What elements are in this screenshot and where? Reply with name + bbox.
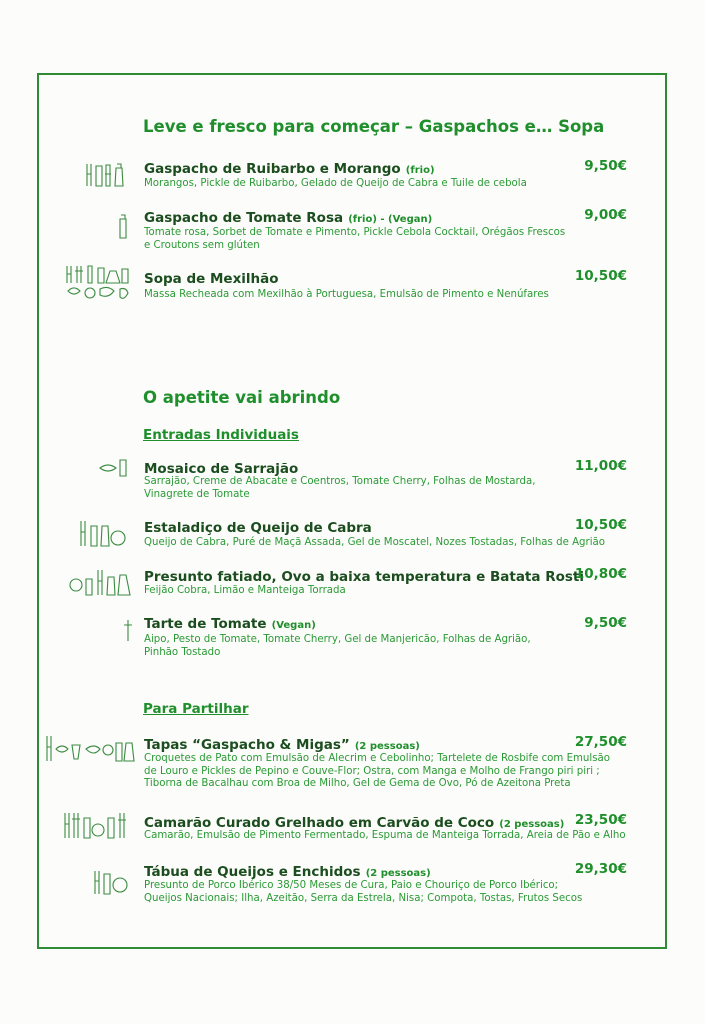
item-note: (2 pessoas): [354, 741, 420, 752]
allergen-icons: [98, 456, 134, 478]
item-price: 29,30€: [574, 861, 627, 877]
menu-item: [144, 812, 564, 831]
item-note: (2 pessoas): [499, 819, 565, 830]
item-price: 9,50€: [584, 615, 627, 631]
item-name: Tábua de Queijos e Enchidos: [144, 864, 361, 880]
menu-item: [144, 566, 584, 585]
item-desc: Camarão, Emulsão de Pimento Fermentado, Espuma de Manteiga Torrada, Areia de Pão e Alho: [144, 830, 626, 841]
subsection-title-sharing: Para Partilhar: [143, 701, 249, 717]
item-name: Tapas “Gaspacho & Migas”: [144, 737, 350, 753]
item-price: 23,50€: [574, 812, 627, 828]
item-name: Sopa de Mexilhão: [144, 271, 279, 287]
menu-item: [144, 861, 431, 880]
menu-item: [144, 158, 435, 177]
item-name: Mosaico de Sarrajão: [144, 461, 299, 477]
section-title-starters: Leve e fresco para começar – Gaspachos e… Sopa: [143, 117, 605, 136]
item-desc: Presunto de Porco Ibérico 38/50 Meses de Cura, Paio e Chouriço de Porco Ibérico; Queijos Nacionais; Ilha, Azeitão, Serra da Estrela, Nisa; Compota, Tostas, Frutos Secos: [144, 880, 583, 904]
item-name: Gaspacho de Tomate Rosa: [144, 210, 344, 226]
item-desc: Tomate rosa, Sorbet de Tomate e Pimento, Pickle Cebola Cocktail, Orégãos Frescos e Croutons sem glúten: [144, 227, 566, 251]
item-price: 9,00€: [584, 207, 627, 223]
item-note: (Vegan): [271, 620, 316, 631]
item-price: 10,50€: [574, 268, 627, 284]
item-price: 10,80€: [574, 566, 627, 582]
item-desc: Massa Recheada com Mexilhão à Portuguesa, Emulsão de Pimento e Nenúfares: [144, 289, 549, 300]
allergen-icons: [116, 212, 130, 240]
subsection-title-individual: Entradas Individuais: [143, 427, 299, 443]
item-desc: Feijão Cobra, Limão e Manteiga Torrada: [144, 585, 346, 596]
menu-item: [144, 734, 420, 753]
item-name: Tarte de Tomate: [144, 616, 267, 632]
item-name: Camarão Curado Grelhado em Carvão de Coco: [144, 815, 495, 831]
section-title-appetizers: O apetite vai abrindo: [143, 388, 341, 407]
menu-item: [144, 517, 372, 536]
item-price: 11,00€: [574, 458, 627, 474]
allergen-icons: [64, 263, 132, 305]
item-note: (frio): [405, 165, 435, 176]
allergen-icons: [78, 518, 134, 550]
item-desc: Croquetes de Pato com Emulsão de Alecrim e Cebolinho; Tartelete de Rosbife com Emulsão de Louro e Pickles de Pepino e Couve-Flor; Ostra, com Manga e Molho de Frango piri piri ; Tiborna de Bacalhau com Broa de Milho, Gel de Gema de Ovo, Pó de Azeitona Preta: [144, 753, 611, 790]
item-price: 10,50€: [574, 517, 627, 533]
item-note: (2 pessoas): [365, 868, 431, 879]
item-name: Gaspacho de Ruibarbo e Morango: [144, 161, 401, 177]
allergen-icons: [68, 567, 134, 597]
allergen-icons: [44, 733, 136, 765]
allergen-icons: [92, 868, 132, 896]
menu-item: [144, 268, 279, 287]
allergen-icons: [121, 617, 135, 643]
item-desc: Morangos, Pickle de Ruibarbo, Gelado de Queijo de Cabra e Tuile de cebola: [144, 178, 527, 189]
item-name: Estaladiço de Queijo de Cabra: [144, 520, 372, 536]
item-price: 27,50€: [574, 734, 627, 750]
menu-item: [144, 207, 432, 226]
allergen-icons: [84, 160, 130, 188]
item-name: Presunto fatiado, Ovo a baixa temperatura e Batata Rosti: [144, 569, 584, 585]
item-desc: Aipo, Pesto de Tomate, Tomate Cherry, Gel de Manjericão, Folhas de Agrião, Pinhão Tostado: [144, 634, 531, 658]
item-note: (frio) - (Vegan): [348, 214, 433, 225]
item-price: 9,50€: [584, 158, 627, 174]
item-desc: Sarrajão, Creme de Abacate e Coentros, Tomate Cherry, Folhas de Mostarda, Vinagrete de Tomate: [144, 476, 536, 500]
item-desc: Queijo de Cabra, Puré de Maçã Assada, Gel de Moscatel, Nozes Tostadas, Folhas de Agrião: [144, 537, 606, 548]
allergen-icons: [62, 810, 134, 842]
menu-item: [144, 458, 298, 477]
menu-item: [144, 613, 316, 632]
